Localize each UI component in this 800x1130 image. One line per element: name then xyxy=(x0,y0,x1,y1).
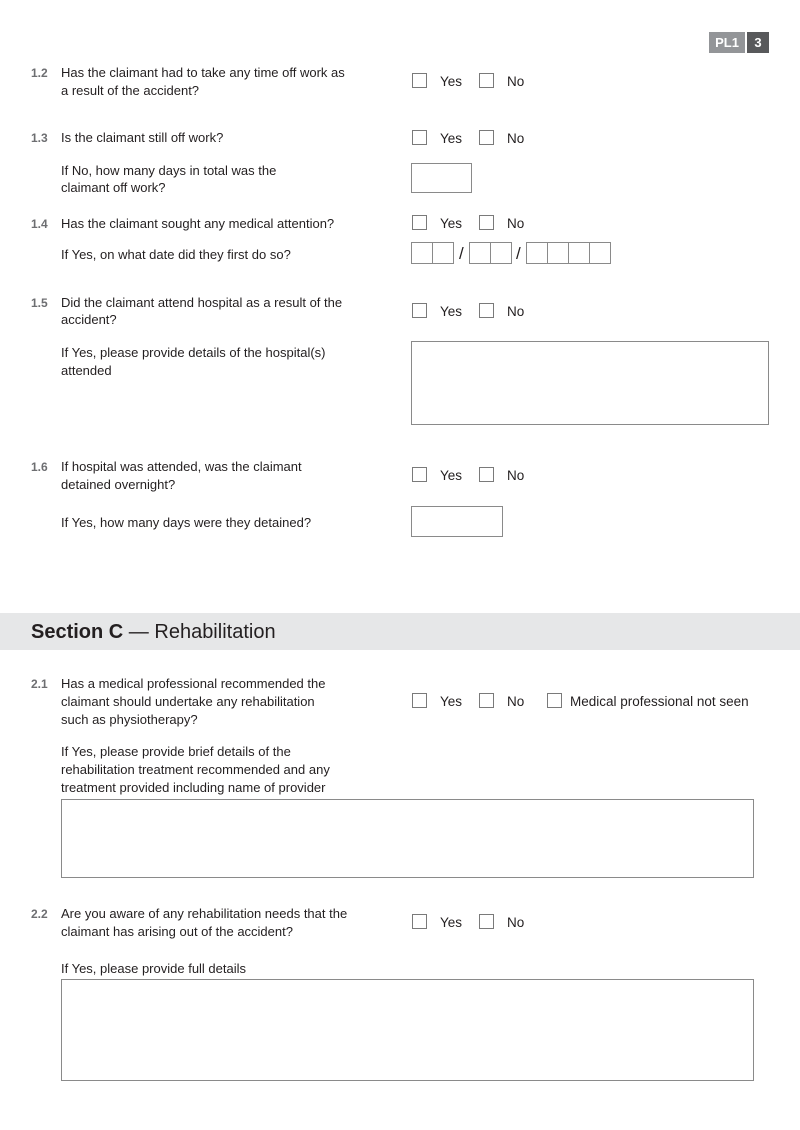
q1-6-no-label: No xyxy=(507,468,525,483)
section-c-label: Section C xyxy=(31,621,124,643)
q1-4-yes-label: Yes xyxy=(440,216,463,231)
question-1-4-text: Has the claimant sought any medical attention? xyxy=(61,216,335,231)
question-number-1-5: 1.5 xyxy=(31,296,48,310)
question-2-2-text-line1: Are you aware of any rehabilitation needs that the xyxy=(61,906,348,921)
question-1-6-sub: If Yes, how many days were they detained? xyxy=(61,515,312,530)
question-number-1-2: 1.2 xyxy=(31,66,48,80)
q1-2-no-checkbox[interactable] xyxy=(479,73,494,88)
section-c-title: Rehabilitation xyxy=(154,621,276,643)
question-1-2-text-line1: Has the claimant had to take any time off work as xyxy=(61,65,345,80)
question-1-3-text: Is the claimant still off work? xyxy=(61,130,224,145)
q1-3-no-label: No xyxy=(507,131,525,146)
date-year-digit[interactable] xyxy=(526,242,548,264)
q2-1-not-seen-checkbox[interactable] xyxy=(547,693,562,708)
q2-1-not-seen-label: Medical professional not seen xyxy=(570,694,749,709)
question-2-1-sub-line2: rehabilitation treatment recommended and any xyxy=(61,762,330,777)
q2-2-no-checkbox[interactable] xyxy=(479,914,494,929)
question-number-2-2: 2.2 xyxy=(31,907,48,921)
question-2-1-sub-line1: If Yes, please provide brief details of the xyxy=(61,744,291,759)
date-month-digit[interactable] xyxy=(469,242,491,264)
q2-1-yes-label: Yes xyxy=(440,694,463,709)
date-year-input[interactable] xyxy=(526,242,611,264)
q1-6-yes-label: Yes xyxy=(440,468,463,483)
date-year-digit[interactable] xyxy=(547,242,569,264)
question-1-5-text-line2: accident? xyxy=(61,312,117,327)
q1-2-yes-label: Yes xyxy=(440,74,463,89)
q1-5-no-label: No xyxy=(507,304,525,319)
days-detained-input[interactable] xyxy=(411,506,503,537)
q1-6-yes-checkbox[interactable] xyxy=(412,467,427,482)
q1-4-no-checkbox[interactable] xyxy=(479,215,494,230)
q1-6-no-checkbox[interactable] xyxy=(479,467,494,482)
q1-2-yes-checkbox[interactable] xyxy=(412,73,427,88)
question-1-5-text-line1: Did the claimant attend hospital as a result of the xyxy=(61,295,343,310)
question-2-1-text-line2: claimant should undertake any rehabilitation xyxy=(61,694,315,709)
section-c-heading xyxy=(31,620,276,644)
question-2-2-sub: If Yes, please provide full details xyxy=(61,961,247,976)
q1-5-yes-checkbox[interactable] xyxy=(412,303,427,318)
q2-1-no-label: No xyxy=(507,694,525,709)
question-1-6-text-line2: detained overnight? xyxy=(61,477,176,492)
q1-5-yes-label: Yes xyxy=(440,304,463,319)
hospital-details-textarea[interactable] xyxy=(411,341,769,425)
question-2-1-sub-line3: treatment provided including name of provider xyxy=(61,780,326,795)
q1-4-no-label: No xyxy=(507,216,525,231)
date-year-digit[interactable] xyxy=(589,242,611,264)
date-year-digit[interactable] xyxy=(568,242,590,264)
q1-5-no-checkbox[interactable] xyxy=(479,303,494,318)
question-2-1-text-line3: such as physiotherapy? xyxy=(61,712,198,727)
rehabilitation-needs-textarea[interactable] xyxy=(61,979,754,1081)
date-day-input[interactable] xyxy=(411,242,454,264)
question-1-3-sub-line1: If No, how many days in total was the xyxy=(61,163,277,178)
question-1-5-sub-line2: attended xyxy=(61,363,112,378)
q2-2-no-label: No xyxy=(507,915,525,930)
date-day-digit[interactable] xyxy=(432,242,454,264)
q2-2-yes-checkbox[interactable] xyxy=(412,914,427,929)
question-number-2-1: 2.1 xyxy=(31,677,48,691)
days-off-work-input[interactable] xyxy=(411,163,472,193)
q2-1-yes-checkbox[interactable] xyxy=(412,693,427,708)
question-1-4-sub: If Yes, on what date did they first do so? xyxy=(61,247,291,262)
q2-2-yes-label: Yes xyxy=(440,915,463,930)
q1-2-no-label: No xyxy=(507,74,525,89)
section-c-dash: — xyxy=(123,621,155,643)
q1-3-no-checkbox[interactable] xyxy=(479,130,494,145)
q1-3-yes-checkbox[interactable] xyxy=(412,130,427,145)
question-2-1-text-line1: Has a medical professional recommended the xyxy=(61,676,326,691)
q1-4-yes-checkbox[interactable] xyxy=(412,215,427,230)
rehabilitation-details-textarea[interactable] xyxy=(61,799,754,878)
question-1-2-text-line2: a result of the accident? xyxy=(61,83,200,98)
date-separator: / xyxy=(459,244,464,263)
page-number-badge: 3 xyxy=(747,32,769,53)
question-1-5-sub-line1: If Yes, please provide details of the hospital(s) xyxy=(61,345,326,360)
date-month-input[interactable] xyxy=(469,242,512,264)
question-2-2-text-line2: claimant has arising out of the accident? xyxy=(61,924,293,939)
date-day-digit[interactable] xyxy=(411,242,433,264)
question-number-1-3: 1.3 xyxy=(31,131,48,145)
question-number-1-4: 1.4 xyxy=(31,217,48,231)
date-separator: / xyxy=(516,244,521,263)
form-code-badge: PL1 xyxy=(709,32,745,53)
q2-1-no-checkbox[interactable] xyxy=(479,693,494,708)
question-1-6-text-line1: If hospital was attended, was the claimant xyxy=(61,459,302,474)
q1-3-yes-label: Yes xyxy=(440,131,463,146)
question-1-3-sub-line2: claimant off work? xyxy=(61,180,166,195)
date-month-digit[interactable] xyxy=(490,242,512,264)
question-number-1-6: 1.6 xyxy=(31,460,48,474)
